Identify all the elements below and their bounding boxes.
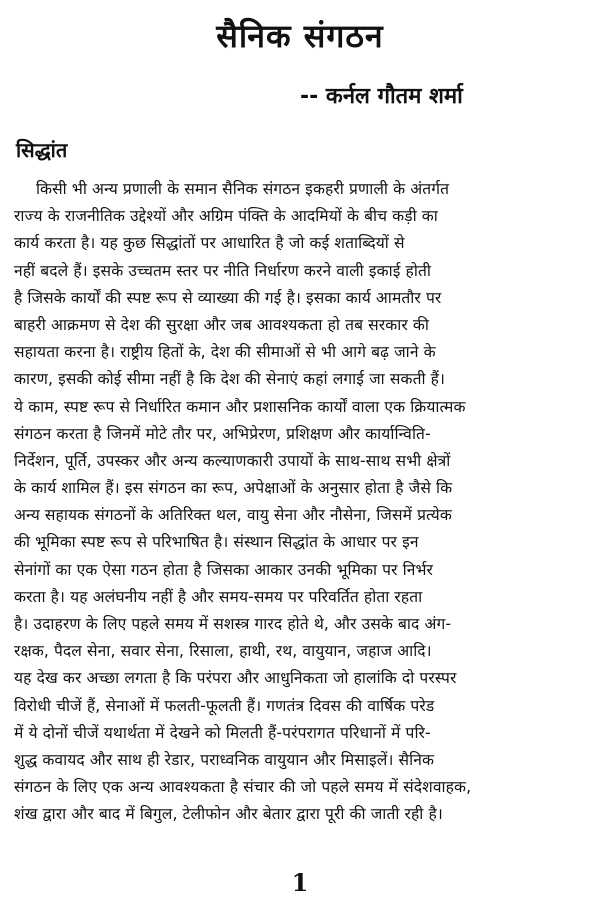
- text-line: सहायता करना है। राष्ट्रीय हितों के, देश की सीमाओं से भी आगे बढ़ जाने के: [14, 343, 436, 362]
- text-line: नहीं बदले हैं। इसके उच्चतम स्तर पर नीति निर्धारण करने वाली इकाई होती: [14, 261, 431, 280]
- text-line: रक्षक, पैदल सेना, सवार सेना, रिसाला, हाथी, रथ, वायुयान, जहाज आदि।: [14, 642, 432, 661]
- author-byline: -- कर्नल गौतम शर्मा: [300, 84, 463, 109]
- text-line: करता है। यह अलंघनीय नहीं है और समय-समय पर परिवर्तित होता रहता: [14, 587, 423, 606]
- text-line: निर्देशन, पूर्ति, उपस्कर और अन्य कल्याणकारी उपायों के साथ-साथ सभी क्षेत्रों: [14, 451, 451, 470]
- text-line: की भूमिका स्पष्ट रूप से परिभाषित है। संस्थान सिद्धांत के आधार पर इन: [14, 533, 419, 552]
- text-line: है। उदाहरण के लिए पहले समय में सशस्त्र गारद होते थे, और उसके बाद अंग-: [14, 615, 452, 633]
- body-paragraph: [14, 176, 586, 876]
- text-line: बाहरी आक्रमण से देश की सुरक्षा और जब आवश्यकता हो तब सरकार की: [14, 315, 430, 334]
- text-line: शुद्ध कवायद और साथ ही रेडार, पराध्वनिक वायुयान और मिसाइलें। सैनिक: [14, 750, 435, 769]
- text-line: में ये दोनों चीजें यथार्थता में देखने को मिलती हैं-परंपरागत परिधानों में परि-: [14, 723, 431, 742]
- text-line: है जिसके कार्यों की स्पष्ट रूप से व्याख्या की गई है। इसका कार्य आमतौर पर: [14, 288, 442, 307]
- section-heading: सिद्धांत: [16, 138, 68, 162]
- page-number: 1: [291, 868, 309, 897]
- text-line: संगठन के लिए एक अन्य आवश्यकता है संचार की जो पहले समय में संदेशवाहक,: [14, 778, 472, 797]
- text-line: के कार्य शामिल हैं। इस संगठन का रूप, अपेक्षाओं के अनुसार होता है जैसे कि: [14, 479, 453, 498]
- text-line: विरोधी चीजें हैं, सेनाओं में फलती-फूलती हैं। गणतंत्र दिवस की वार्षिक परेड: [14, 696, 435, 715]
- page-title: सैनिक संगठन: [216, 17, 384, 55]
- text-line: शंख द्वारा और बाद में बिगुल, टेलीफोन और बेतार द्वारा पूरी की जाती रही है।: [14, 805, 443, 824]
- text-line: अन्य सहायक संगठनों के अतिरिक्त थल, वायु सेना और नौसेना, जिसमें प्रत्येक: [14, 506, 452, 525]
- text-line: संगठन करता है जिनमें मोटे तौर पर, अभिप्रेरण, प्रशिक्षण और कार्यान्विति-: [14, 424, 431, 443]
- text-line: कारण, इसकी कोई सीमा नहीं है कि देश की सेनाएं कहां लगाई जा सकती हैं।: [14, 370, 446, 389]
- text-line: किसी भी अन्य प्रणाली के समान सैनिक संगठन इकहरी प्रणाली के अंतर्गत: [36, 180, 450, 198]
- text-line: ये काम, स्पष्ट रूप से निर्धारित कमान और प्रशासनिक कार्यों वाला एक क्रियात्मक: [14, 397, 466, 416]
- text-line: यह देख कर अच्छा लगता है कि परंपरा और आधुनिकता जो हालांकि दो परस्पर: [14, 669, 457, 688]
- text-line: राज्य के राजनीतिक उद्देश्यों और अग्रिम पंक्ति के आदमियों के बीच कड़ी का: [14, 207, 438, 226]
- text-line: सेनांगों का एक ऐसा गठन होता है जिसका आकार उनकी भूमिका पर निर्भर: [14, 560, 433, 579]
- text-line: कार्य करता है। यह कुछ सिद्धांतों पर आधारित है जो कई शताब्दियों से: [14, 234, 405, 253]
